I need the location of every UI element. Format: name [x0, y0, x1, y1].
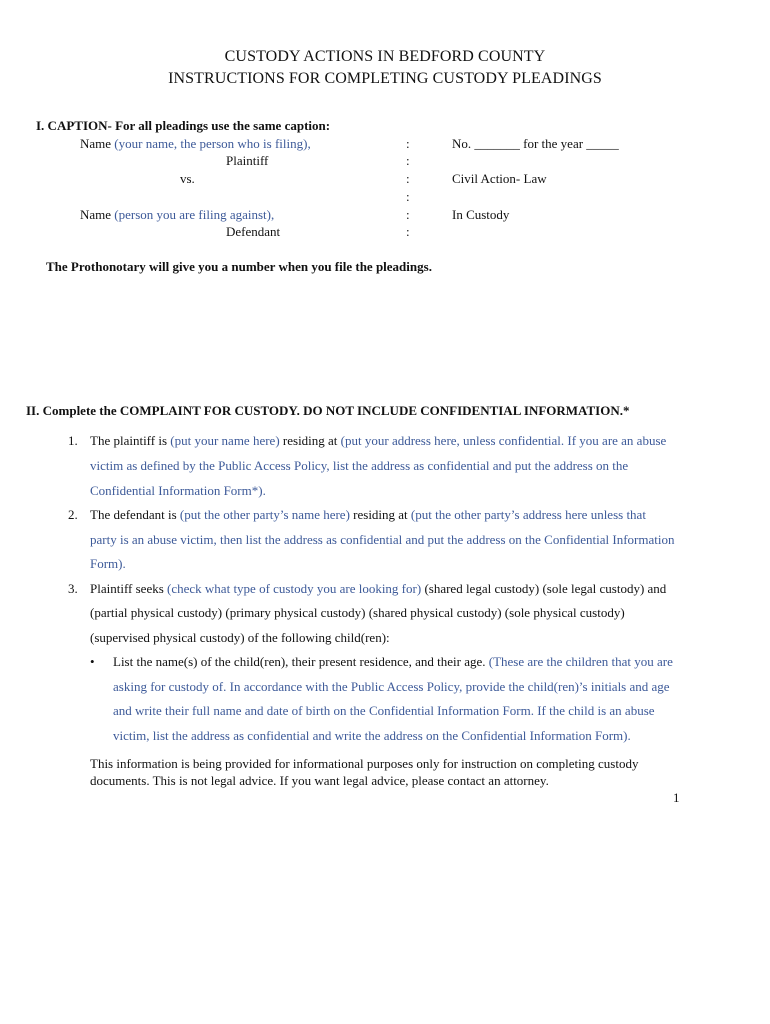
item2-line2: party is an abuse victim, then list the address as confidential and put the address on the Confidential Information — [90, 532, 675, 547]
item3-line1 — [90, 581, 666, 597]
caption-colon: : — [406, 224, 410, 239]
item2-text: The defendant is — [90, 507, 180, 522]
list-number-2: 2. — [68, 507, 78, 522]
item1-hint: (put your name here) — [170, 433, 280, 448]
document-title-line1: CUSTODY ACTIONS IN BEDFORD COUNTY — [224, 48, 546, 65]
caption-colon: : — [406, 171, 410, 186]
item2-hint: (put the other party’s name here) — [179, 507, 350, 522]
disclaimer-line2: documents. This is not legal advice. If you want legal advice, please contact an attorney. — [90, 773, 549, 788]
document-title-line2: INSTRUCTIONS FOR COMPLETING CUSTODY PLEADINGS — [168, 70, 602, 87]
item1-hint: (put your address here, unless confidential. If you are an abuse — [340, 433, 667, 448]
caption-colon: : — [406, 207, 410, 222]
bullet-line4: victim, list the address as confidential and write the address on the Confidential Information Form). — [113, 728, 631, 743]
bullet-hint: (These are the children that you are — [488, 654, 673, 669]
item3-text: Plaintiff seeks — [90, 581, 168, 596]
item2-text: residing at — [349, 507, 411, 522]
bullet-line1 — [113, 654, 673, 670]
caption-heading: I. CAPTION- For all pleadings use the same caption: — [36, 118, 331, 133]
item1-text: residing at — [279, 433, 341, 448]
caption-name-defendant — [80, 207, 274, 223]
list-number-1: 1. — [68, 433, 78, 448]
caption-civil-action: Civil Action- Law — [452, 171, 547, 186]
name-label: Name — [80, 207, 115, 222]
item1-line3: Confidential Information Form*). — [90, 483, 266, 498]
item1-text: The plaintiff is — [90, 433, 171, 448]
item1-line2: victim as defined by the Public Access Policy, list the address as confidential and put the address on the — [90, 458, 629, 473]
bullet-line2: asking for custody of. In accordance with the Public Access Policy, provide the child(ren)’s initials and age — [113, 679, 670, 694]
complaint-heading: II. Complete the COMPLAINT FOR CUSTODY. DO NOT INCLUDE CONFIDENTIAL INFORMATION.* — [26, 403, 630, 418]
item3-line2: (partial physical custody) (primary physical custody) (shared physical custody) (sole physical custody) — [90, 605, 625, 620]
item1-line1 — [90, 433, 666, 449]
caption-name-plaintiff — [80, 136, 311, 152]
caption-colon: : — [406, 136, 410, 151]
prothonotary-note: The Prothonotary will give you a number when you file the pleadings. — [46, 259, 432, 274]
list-number-3: 3. — [68, 581, 78, 596]
plaintiff-name-hint: (your name, the person who is filing), — [114, 136, 311, 151]
caption-case-number: No. _______ for the year _____ — [452, 136, 619, 151]
item2-line1 — [90, 507, 646, 523]
disclaimer-line1: This information is being provided for informational purposes only for instruction on completing custody — [90, 756, 639, 771]
defendant-name-hint: (person you are filing against), — [114, 207, 275, 222]
caption-plaintiff-label: Plaintiff — [226, 153, 269, 168]
item2-hint: (put the other party’s address here unless that — [410, 507, 646, 522]
name-label: Name — [80, 136, 115, 151]
bullet-mark: • — [90, 654, 95, 669]
bullet-text: List the name(s) of the child(ren), their present residence, and their age. — [113, 654, 489, 669]
caption-vs: vs. — [180, 171, 195, 186]
item3-hint: (check what type of custody you are looking for) — [167, 581, 422, 596]
page-number: 1 — [673, 790, 680, 805]
caption-in-custody: In Custody — [452, 207, 510, 222]
item2-line3: Form). — [90, 556, 126, 571]
caption-defendant-label: Defendant — [226, 224, 281, 239]
caption-colon: : — [406, 153, 410, 168]
bullet-line3: and write their full name and date of birth on the Confidential Information Form. If the child is an abuse — [113, 703, 655, 718]
item3-text: (shared legal custody) (sole legal custody) and — [421, 581, 667, 596]
caption-colon: : — [406, 189, 410, 204]
item3-line3: (supervised physical custody) of the following child(ren): — [90, 630, 390, 645]
